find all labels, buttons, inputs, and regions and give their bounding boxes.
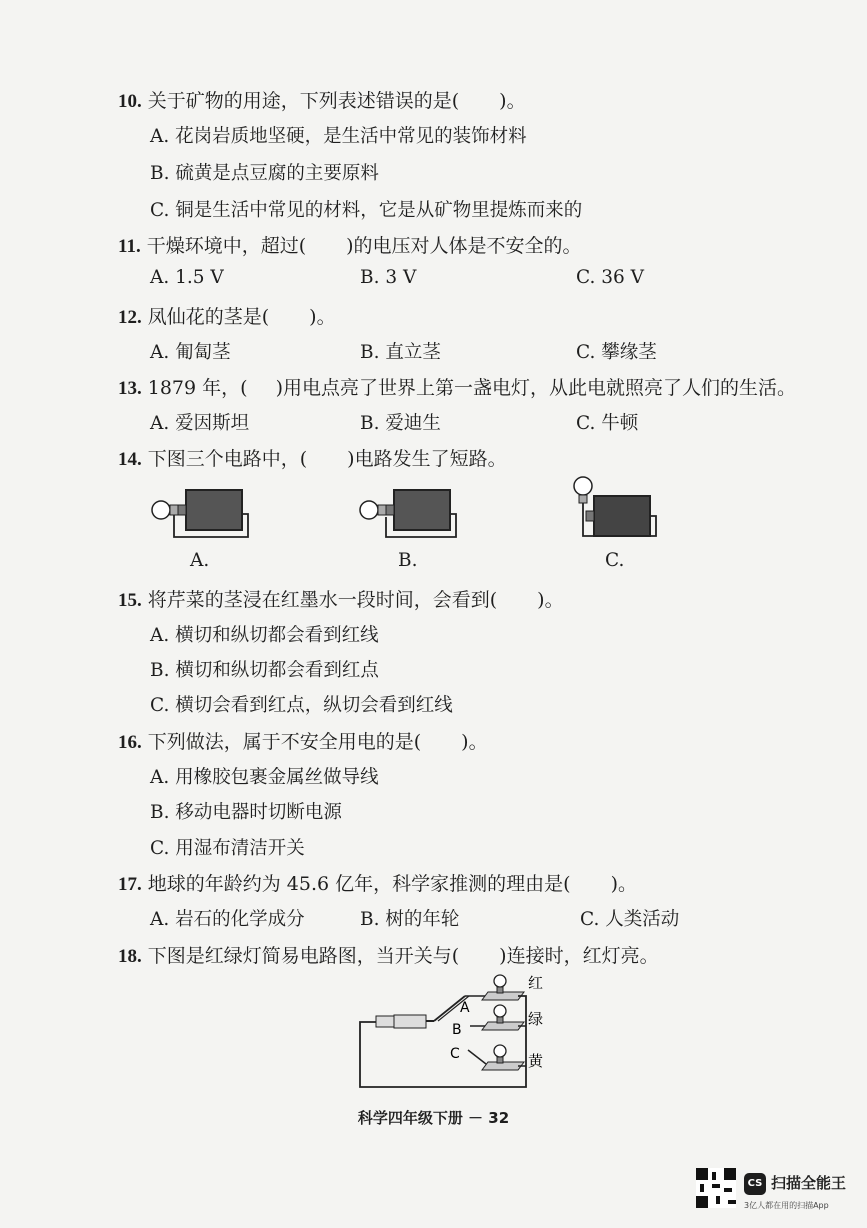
option-15b[interactable]: B. 横切和纵切都会看到红点 — [150, 660, 379, 681]
option-17c[interactable]: C. 人类活动 — [580, 909, 680, 930]
option-13b[interactable]: B. 爱迪生 — [360, 413, 441, 434]
camscanner-subtitle: 3亿人都在用的扫描App — [744, 1201, 829, 1210]
battery — [394, 490, 450, 530]
option-17b[interactable]: B. 树的年轮 — [360, 909, 460, 930]
circuit-c-label[interactable]: C. — [605, 550, 625, 571]
option-16a[interactable]: A. 用橡胶包裹金属丝做导线 — [150, 767, 379, 788]
bulb-base — [170, 505, 178, 515]
bulb-base — [378, 505, 386, 515]
wire — [510, 996, 526, 1087]
option-11c[interactable]: C. 36 V — [576, 267, 645, 288]
question-number: 10. — [118, 91, 142, 112]
bulb-red-icon — [494, 975, 506, 987]
option-15c[interactable]: C. 横切会看到红点，纵切会看到红线 — [150, 695, 453, 716]
option-12b[interactable]: B. 直立茎 — [360, 342, 441, 363]
wire — [468, 1050, 486, 1064]
option-15a[interactable]: A. 横切和纵切都会看到红线 — [150, 625, 379, 646]
option-10a[interactable]: A. 花岗岩质地坚硬，是生活中常见的装饰材料 — [150, 126, 527, 147]
switch-label-b: B — [452, 1022, 462, 1038]
question-17: 17. 地球的年龄约为 45.6 亿年，科学家推测的理由是( )。 — [118, 873, 637, 895]
bulb-base — [579, 495, 587, 503]
circuit-b-label[interactable]: B. — [398, 550, 418, 571]
question-12: 12. 凤仙花的茎是( )。 — [118, 306, 336, 328]
camscanner-logo: CS — [744, 1173, 766, 1195]
option-16b[interactable]: B. 移动电器时切断电源 — [150, 802, 342, 823]
option-12c[interactable]: C. 攀缘茎 — [576, 342, 657, 363]
question-14: 14. 下图三个电路中，( )电路发生了短路。 — [118, 448, 507, 470]
battery-cell — [376, 1016, 394, 1027]
option-10c[interactable]: C. 铜是生活中常见的材料，它是从矿物里提炼而来的 — [150, 200, 583, 221]
bulb-icon — [360, 501, 378, 519]
question-16: 16. 下列做法，属于不安全用电的是( )。 — [118, 731, 488, 753]
circuit-a-label[interactable]: A. — [190, 550, 210, 571]
light-label-red: 红 — [528, 974, 544, 992]
battery-terminal — [586, 511, 594, 521]
battery-cell — [394, 1015, 426, 1028]
circuit-c-diagram[interactable] — [568, 474, 668, 544]
wire — [360, 1022, 510, 1087]
battery — [594, 496, 650, 536]
battery — [186, 490, 242, 530]
circuit-b-diagram[interactable] — [356, 484, 466, 544]
switch-label-c: C — [450, 1046, 460, 1062]
bulb-socket — [497, 1017, 503, 1023]
bulb-socket — [497, 1057, 503, 1063]
option-16c[interactable]: C. 用湿布清洁开关 — [150, 838, 305, 859]
question-18: 18. 下图是红绿灯简易电路图，当开关与( )连接时，红灯亮。 — [118, 945, 659, 967]
bulb-yellow-icon — [494, 1045, 506, 1057]
bulb-green-icon — [494, 1005, 506, 1017]
circuit-a-diagram[interactable] — [148, 484, 258, 544]
option-13a[interactable]: A. 爱因斯坦 — [150, 413, 250, 434]
option-13c[interactable]: C. 牛顿 — [576, 413, 639, 434]
bulb-socket — [497, 987, 503, 993]
bulb-icon — [574, 477, 592, 495]
light-label-yellow: 黄 — [528, 1052, 544, 1070]
question-13: 13. 1879 年，( )用电点亮了世界上第一盏电灯，从此电就照亮了人们的生活。 — [118, 377, 796, 399]
camscanner-title: 扫描全能王 — [771, 1174, 847, 1192]
light-label-green: 绿 — [528, 1010, 544, 1028]
question-10: 10. 关于矿物的用途，下列表述错误的是( )。 — [118, 90, 526, 112]
page-footer: 科学四年级下册 － 32 — [357, 1109, 510, 1127]
question-11: 11. 干燥环境中，超过( )的电压对人体是不安全的。 — [118, 235, 582, 257]
option-11a[interactable]: A. 1.5 V — [150, 267, 224, 288]
bulb-icon — [152, 501, 170, 519]
switch-label-a: A — [460, 1000, 470, 1016]
qr-code-icon — [696, 1168, 736, 1208]
option-12a[interactable]: A. 匍匐茎 — [150, 342, 231, 363]
option-17a[interactable]: A. 岩石的化学成分 — [150, 909, 305, 930]
traffic-light-circuit[interactable] — [350, 972, 560, 1100]
question-15: 15. 将芹菜的茎浸在红墨水一段时间，会看到( )。 — [118, 589, 564, 611]
option-10b[interactable]: B. 硫黄是点豆腐的主要原料 — [150, 163, 379, 184]
option-11b[interactable]: B. 3 V — [360, 267, 417, 288]
